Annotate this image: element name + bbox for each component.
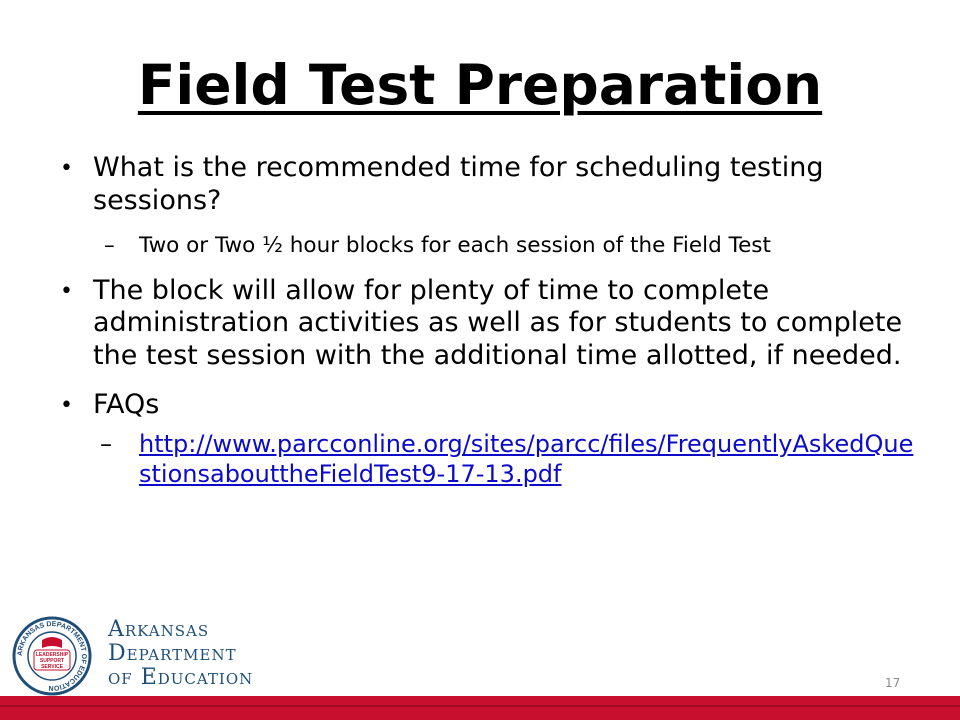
footer-bar-line [0,705,960,707]
bullet-item [60,275,920,374]
dash-icon: – [104,232,115,258]
sub-bullet-text: Two or Two ½ hour blocks for each session of the Field Test [139,232,771,258]
sub-bullet-item [60,233,920,260]
organization-name [108,618,253,690]
bullet-icon: • [60,156,73,181]
org-line-3: of Education [108,665,254,690]
bullet-icon: • [60,278,73,304]
bullet-text: The block will allow for plenty of time to complete administration activities as well as for students to complete the test session with the additional time allotted, if needed. [93,274,903,372]
svg-text:ARKANSAS DEPARTMENT OF EDUCATI: ARKANSAS DEPARTMENT OF EDUCATION [16,620,88,692]
bullet-icon: • [60,393,73,419]
bullet-item [60,389,920,422]
dash-icon: – [100,430,112,459]
svg-text:SUPPORT: SUPPORT [39,658,65,664]
org-line-2: Department [108,641,237,666]
org-line-1: Arkansas [108,617,210,642]
slide-title: Field Test Preparation [137,53,823,117]
svg-text:LEADERSHIP: LEADERSHIP [35,652,69,658]
bullet-text: What is the recommended time for scheduling testing sessions? [93,152,824,216]
slide-content [60,152,920,490]
page-number: 17 [885,676,901,690]
svg-text:SERVICE: SERVICE [41,664,63,670]
sub-bullet-item [60,430,920,490]
footer-bar [0,696,960,720]
department-seal-icon [12,616,92,696]
ade-logo [12,614,312,694]
bullet-text: FAQs [93,389,160,421]
bullet-item [60,152,920,218]
faq-link[interactable]: http://www.parcconline.org/sites/parcc/files/FrequentlyAskedQuestionsabouttheFieldTest9-17-13.pdf [139,430,914,489]
